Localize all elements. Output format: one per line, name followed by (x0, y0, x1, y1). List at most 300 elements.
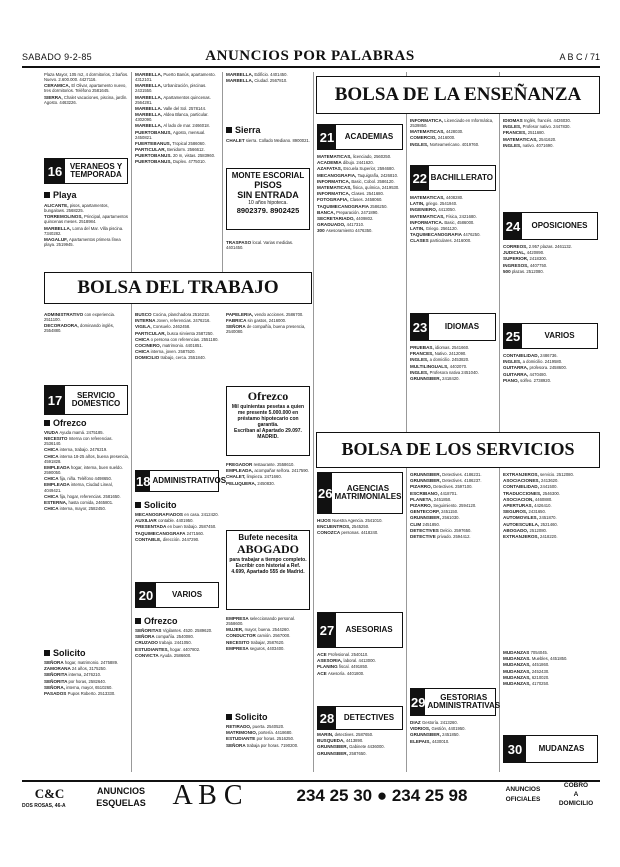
classified-ad (317, 732, 404, 737)
ad-keyword: SEÑORA (44, 660, 65, 665)
ad-keyword: VIGILA, (135, 324, 153, 330)
ad-keyword: ABOGADO, (503, 527, 530, 533)
ad-text: 2541620. (538, 136, 557, 142)
classified-ad (44, 679, 130, 684)
ad-text: dominando inglés, 2554880. (44, 323, 114, 334)
ad-text: puerta. 2540520. (252, 724, 285, 729)
classified-ad (135, 653, 220, 658)
ad-text: privado. 2594412. (437, 533, 471, 539)
classified-ad (503, 675, 600, 680)
ad-text: interna, trabajo. 2476219. (59, 447, 108, 453)
classified-ad (226, 318, 311, 323)
ad-text: 4413050. (438, 207, 456, 213)
ad-keyword: CHICA (135, 336, 151, 342)
ad-text: trabaja por horas. 7190200. (246, 742, 299, 748)
ad-keyword: ESTERNA, (44, 499, 69, 505)
ad-keyword: MARBELLA. (135, 105, 164, 111)
bullet-icon (135, 502, 141, 508)
classified-ad (226, 138, 311, 143)
ad-block (44, 203, 130, 258)
classified-ad (410, 142, 497, 147)
ad-text: Clases. 2458060. (349, 197, 383, 203)
ad-text: Consuelo. 2462458. (152, 324, 191, 330)
ad-text: física, química, 2419530. (352, 184, 400, 190)
ad-block (317, 518, 404, 608)
section-header (317, 124, 403, 150)
classified-ad (44, 430, 130, 435)
ad-keyword: CORREOS, (503, 244, 529, 249)
section-number: 29 (411, 689, 425, 715)
ad-text: Profesor nativo. 2447830. (522, 124, 571, 130)
ad-text: Gabinete 4436000. (349, 744, 385, 750)
classified-ad (503, 124, 600, 129)
ad-text: 4408280. (445, 195, 464, 200)
ad-keyword: CHICA (135, 349, 151, 355)
ad-block (410, 118, 497, 162)
ad-block (44, 430, 130, 630)
ad-keyword: FRANCES, (503, 130, 528, 136)
ad-block (317, 154, 404, 424)
ad-keyword: GRUNNSBER, (317, 744, 350, 750)
classified-ad (317, 652, 404, 657)
ad-keyword: ELEPAIS, (410, 738, 432, 744)
classified-ad (503, 263, 600, 268)
ad-text: camión. 2567000. (257, 633, 291, 639)
classified-ad (44, 226, 130, 236)
ad-text: laboral. 4413000. (343, 658, 376, 664)
ad-text: Gestión, 4401950. (431, 726, 466, 732)
ad-keyword: SEÑORITAS (135, 628, 163, 633)
ad-keyword: INFORMATICA, (317, 178, 352, 184)
ad-text: Joven, referencias. 2476216. (156, 318, 211, 324)
subhead: Ofrezco (135, 616, 178, 626)
classified-ad (503, 650, 600, 655)
brand-address: DOS ROSAS, 46-A (22, 803, 66, 809)
ad-text: Plaza Mayor, 105 m2, 4 dormitorios, 2 baños. Nuevo. 2.600.000. 4427116. (44, 72, 129, 83)
classified-ad (135, 524, 220, 529)
classified-ad (410, 135, 497, 140)
ad-keyword: ASOCIACION, (503, 496, 535, 502)
ad-text: 7054045. (530, 650, 549, 655)
ad-keyword: FOTOGRAFIA, (317, 197, 350, 203)
classified-ad (317, 671, 404, 676)
ad-text: servicio. 2512080. (540, 472, 575, 477)
ad-text: con experiencia. 2511100. (44, 312, 115, 323)
ad-text: Nuestra Agencia. 2541010. (332, 518, 383, 523)
bufete-ad: Bufete necesita ABOGADO para trabajar a tiempo completo. Escribir con historial a Ref. 4.699, Apartado 555 de Madrid. (226, 530, 310, 610)
ad-text: 2521460. (540, 521, 558, 527)
ad-text: 2586250. (370, 203, 388, 209)
page-title: ANUNCIOS POR PALABRAS (205, 48, 415, 64)
ad-text: interna, Ciudad Lineal, 4049421. (44, 482, 113, 493)
ad-keyword: CLASES (410, 238, 430, 244)
ad-keyword: CHICA (44, 447, 60, 453)
ad-text: detectives. 2587650. (334, 732, 374, 737)
ad-text: 2471560. (186, 530, 205, 536)
ad-text: Agosto, mensual. 2450821. (135, 129, 206, 140)
classified-ad (317, 204, 404, 209)
ad-keyword: CERAMICA, (44, 83, 72, 89)
ad-text: compañía. 2540080. (155, 634, 194, 640)
ad-block (135, 312, 220, 462)
section-label: ASESORIAS (345, 625, 393, 634)
ad-text: griego. 2541940. (425, 201, 458, 207)
section-number: 24 (504, 213, 522, 239)
ad-text: Puerto Banús, apartamento. 4312101. (135, 72, 216, 83)
classified-ad (410, 376, 497, 381)
section-number: 16 (45, 159, 65, 183)
ad-keyword: DECORADORA, (44, 323, 80, 329)
ad-text: Nativo. 2412090. (434, 351, 467, 357)
ad-keyword: ESCRIBANO, (410, 490, 441, 496)
classified-ad (503, 522, 600, 527)
classified-ad (226, 736, 311, 741)
classified-ad (503, 359, 600, 364)
ad-text: Detectives. 4186231. (442, 472, 482, 477)
classified-ad (410, 503, 497, 508)
ad-text: hogar, matrimonio. 2475889. (64, 660, 119, 665)
section-label: BACHILLERATO (430, 173, 493, 182)
classified-ad (317, 210, 404, 215)
ad-keyword: VIUDA (44, 430, 60, 435)
ad-keyword: DOMICILIO (135, 355, 161, 361)
ad-keyword: MARBELLA, (226, 72, 255, 77)
classified-ad (317, 524, 404, 529)
ad-text: 20 m, vistas. 2583960. (172, 153, 216, 159)
bullet-icon (44, 420, 50, 426)
ad-text: 4170250. (531, 680, 550, 686)
section-number: 23 (411, 314, 429, 340)
ad-keyword: JUDICIAL, (503, 250, 527, 256)
ad-keyword: MECANOGRAFIA, (317, 172, 358, 178)
classified-ad (135, 141, 220, 146)
ad-block (226, 724, 311, 776)
section-header (503, 323, 598, 349)
ad-keyword: APERTURAS, (503, 502, 535, 508)
classified-ad (135, 647, 220, 652)
ad-keyword: MUDANZAS, (503, 668, 532, 674)
ad-keyword: GRUNNSBER, (410, 732, 443, 738)
classified-ad (503, 478, 600, 483)
ad-text: Cocina, planchadora 2516218. (152, 312, 210, 317)
classified-ad (135, 518, 220, 523)
ad-text: portería. 4418680. (258, 730, 293, 736)
column-divider (406, 72, 407, 772)
ad-keyword: PASADOS (44, 690, 68, 696)
ad-keyword: ACADEMIA (317, 160, 343, 166)
classified-ad (44, 691, 130, 696)
ad-keyword: ENCUENTROS, (317, 524, 352, 530)
classified-ad (44, 312, 130, 322)
ad-keyword: IDIOMAS (503, 118, 524, 123)
ad-text: Asesoría. 4401800. (327, 670, 365, 676)
classified-ad (503, 681, 600, 686)
column-divider (222, 72, 223, 272)
ad-keyword: PUERTOBANUS, (135, 129, 173, 135)
ad-text: Seguimiento. 2594120. (433, 502, 477, 508)
section-label: OPOSICIONES (531, 221, 588, 230)
ad-keyword: 500 (503, 268, 512, 274)
ad-keyword: FUERTEBANUS, (135, 140, 173, 146)
section-header (44, 385, 128, 415)
phone-numbers: 234 25 30 ● 234 25 98 (296, 786, 468, 805)
ad-text: matrimonio. 4401851. (162, 342, 203, 348)
banner-servicios: BOLSA DE LOS SERVICIOS (316, 432, 600, 468)
classified-ad (226, 324, 311, 334)
ad-keyword: CHICA (44, 453, 60, 459)
section-header (503, 212, 598, 240)
classified-ad (503, 515, 600, 520)
classified-ad (135, 159, 220, 164)
classified-ad (503, 269, 600, 274)
ad-keyword: TORREMOLINOS, (44, 214, 84, 220)
section-header (317, 706, 403, 730)
section-header (410, 688, 501, 716)
classified-ad (503, 365, 600, 370)
classified-ad (135, 318, 220, 323)
ad-keyword: MARBELLA, (135, 72, 164, 77)
ad-keyword: RETIRADO, (226, 724, 253, 729)
ad-text: Benidorm. 2566612. (167, 146, 205, 152)
ad-keyword: TAQUIMECANOGRAFIA (317, 203, 371, 209)
ad-block (503, 244, 600, 318)
section-number: 21 (318, 125, 336, 149)
ad-text: interna, mayor, 2582450. (59, 506, 106, 512)
classified-ad (317, 744, 404, 749)
classified-ad (410, 370, 497, 375)
ad-text: Tropical 2586060. (172, 140, 206, 146)
ad-text: seleccionando personal. 2558600. (226, 616, 295, 627)
ad-keyword: ASOCIACIONES, (503, 478, 542, 484)
classified-ad (410, 220, 497, 225)
classified-ad (317, 191, 404, 196)
ad-text: Norteamericano. 4019760. (429, 141, 480, 147)
classified-ad (44, 685, 130, 690)
classified-ad (135, 95, 220, 105)
classified-ad (135, 147, 220, 152)
ad-text: Ciudad. 2567810. (254, 78, 288, 84)
classified-ad (317, 751, 404, 756)
ad-keyword: INFORMATICA, (410, 118, 445, 123)
ad-text: Duplex. 4775010. (172, 159, 206, 165)
abc-logo: A B C (172, 780, 243, 811)
classified-ad (135, 512, 220, 517)
ad-text: busca sirvienta 2587250. (167, 330, 214, 336)
section-label: GESTORIAS ADMINISTRATIVAS (427, 693, 501, 710)
monte-escorial-ad: MONTE ESCORIAL PISOS SIN ENTRADA 10 años hipoteca. 8902379. 8902425 (226, 168, 310, 230)
footer-rule (22, 780, 600, 782)
ad-keyword: ALICANTE, (44, 203, 70, 208)
section-header (410, 165, 496, 191)
ad-text: 2441500. (540, 484, 558, 490)
ad-keyword: NECESITO (226, 639, 251, 645)
classified-ad (410, 491, 497, 496)
section-label: SERVICIO DOMESTICO (71, 391, 121, 408)
ad-keyword: MARBELLA, (44, 225, 73, 231)
classified-ad (317, 173, 404, 178)
classified-ad (410, 515, 497, 520)
ad-keyword: GRUNNSBER, (410, 515, 443, 521)
classified-ad (503, 137, 600, 142)
classified-ad (135, 537, 220, 542)
classified-ad (135, 531, 220, 536)
bullet-icon (44, 650, 50, 656)
classified-ad (135, 337, 220, 342)
ad-keyword: INGRESOS, (503, 262, 530, 268)
classified-ad (317, 222, 404, 227)
ad-keyword: DETECTIVE (410, 533, 438, 539)
ad-text: 4409802. (355, 215, 374, 221)
ad-keyword: MUDANZAS. (503, 656, 532, 662)
classified-ad (135, 123, 220, 128)
classified-ad (317, 228, 404, 233)
ad-text: solfeo. 2738920. (520, 377, 552, 383)
ad-text: a domicilio. 2453820. (429, 357, 470, 363)
ad-keyword: MARBELLA, (226, 78, 255, 84)
section-header (317, 612, 403, 648)
classified-ad (135, 106, 220, 111)
classified-ad (44, 666, 130, 671)
ad-keyword: CONTABILIDAD, (503, 484, 541, 490)
classified-ad (226, 743, 311, 748)
ad-text: 2416000. (437, 135, 456, 141)
ad-text: plazas. 2512080. (511, 268, 544, 274)
classified-ad (135, 312, 220, 317)
ad-block (44, 312, 130, 382)
ad-block (410, 472, 497, 682)
ad-text: en buen trabajo. 2587450. (167, 524, 217, 530)
classified-ad (503, 491, 600, 496)
ad-text: interna, joven. 2587520. (150, 349, 196, 355)
ad-text: Basic, Cobol. 2586120. (351, 178, 395, 184)
ad-keyword: TRASPASO (226, 240, 253, 245)
classified-ad (226, 646, 311, 651)
ad-text: 2587650. (349, 750, 367, 756)
ad-keyword: SEÑORITA (44, 672, 69, 678)
ad-text: en casa. 2412420. (184, 512, 219, 517)
classified-ad (410, 345, 497, 350)
ad-text: 2418300. (529, 256, 548, 262)
ad-text: 4430010. (431, 738, 450, 744)
cobro-label-3: DOMICILIO (558, 800, 594, 807)
ad-keyword: INFORMATICA, (317, 191, 352, 197)
ad-text: 4460880. (534, 496, 553, 502)
ad-text: Delcio. 2597650. (440, 527, 472, 533)
ad-text: 2451850. (442, 732, 460, 738)
ad-text: o persona con referencias. 2551180. (150, 336, 219, 342)
ad-keyword: AUXILIAR (135, 518, 158, 524)
classified-ad (226, 730, 311, 735)
ad-text: Interna con referencias. 2536140. (44, 436, 113, 447)
ad-block (503, 472, 600, 730)
ad-keyword: BUSCO (135, 312, 153, 317)
ad-keyword: EMPLEADA, (226, 468, 255, 474)
classified-ad (410, 739, 497, 744)
subhead: Sierra (226, 125, 261, 135)
anuncios-label: ANUNCIOS (96, 786, 145, 796)
ad-keyword: ASESORIA, (317, 658, 344, 664)
ad-keyword: CLIM (410, 521, 423, 527)
ad-text: Asesoramiento 4476350. (325, 228, 373, 234)
ad-block (135, 512, 220, 582)
ad-block (44, 72, 130, 152)
classified-ad (135, 331, 220, 336)
ad-text: Pupos Roberto. 2513330. (67, 690, 116, 696)
classified-ad (226, 616, 311, 626)
ad-text: El Olivar, apartamento nuevo, tres dormitorios. Teléfono 2581645. (44, 83, 127, 94)
ad-keyword: AZAFATAS, (317, 166, 344, 172)
classified-ad (503, 528, 600, 533)
ad-keyword: INGLES, (410, 357, 430, 363)
classified-ad (410, 472, 497, 477)
page-number: A B C / 71 (559, 52, 600, 62)
classified-ad (317, 160, 404, 165)
classified-ad (44, 214, 130, 224)
ad-text: 2451870. (539, 515, 557, 521)
cobro-label-1: COBRO (563, 782, 589, 789)
ad-keyword: ZAMORANA (44, 666, 72, 672)
ad-text: seguros, 4403400. (249, 645, 285, 651)
ad-block (410, 195, 497, 305)
ad-keyword: INGLES, (410, 369, 430, 375)
classified-ad (317, 166, 404, 171)
ad-keyword: VIDRIOS, (410, 726, 432, 732)
ad-text: de compañía, buena presencia, 2540080. (226, 324, 306, 335)
ad-keyword: TAQUIMECANOGRAFA (135, 530, 187, 536)
ad-text: Detectives. 2597100. (433, 484, 473, 490)
ad-text: por horas. 2516250. (256, 736, 295, 742)
subhead: Playa (44, 190, 77, 200)
ad-text: a domicilio. 2419580. (522, 359, 563, 365)
ad-keyword: MATEMATICAS, (410, 129, 446, 135)
classified-ad (410, 478, 497, 483)
column-divider (131, 72, 132, 772)
ad-block (226, 312, 311, 384)
ad-text: limpieza. 2471660. (246, 474, 282, 480)
ad-keyword: 300 (317, 228, 326, 234)
ad-keyword: MATEMATICAS, (410, 195, 446, 200)
ad-text: 4413890. (345, 738, 364, 744)
classified-ad (410, 129, 497, 134)
ad-text: Urbanización, piscinas. 2431550. (135, 83, 207, 94)
ad-text: 2561030. (442, 515, 460, 521)
ad-text: 2.957 plazas. 2461132. (528, 244, 573, 249)
classified-ad (410, 195, 497, 200)
ad-keyword: EMPRESA (226, 616, 250, 621)
ad-keyword: PIANO, (503, 377, 521, 383)
ad-keyword: CONVICTA (135, 652, 160, 658)
ad-keyword: GUITARRA, (503, 365, 530, 371)
classified-ad (44, 454, 130, 464)
section-number: 18 (136, 471, 150, 491)
ad-keyword: GRUNNSBER, (317, 750, 350, 756)
ad-keyword: BANCA, (317, 209, 337, 215)
ad-text: 2413620. (541, 478, 559, 484)
section-number: 25 (504, 324, 522, 348)
ad-keyword: MUDANZAS (503, 650, 531, 655)
ad-text: licenciado, 2560250. (352, 154, 392, 159)
ad-text: dibujo. 2441620. (342, 160, 374, 166)
classified-ad (226, 312, 311, 317)
ad-block (503, 118, 600, 206)
ad-text: sin gastos, 2416000. (247, 318, 287, 324)
ad-keyword: HIJOS (317, 518, 333, 523)
classified-ad (503, 662, 600, 667)
ad-keyword: ESTUDIANTE (226, 736, 257, 742)
ad-keyword: MUDANZAS, (503, 674, 532, 680)
ad-block (317, 732, 404, 777)
ad-keyword: COCINERO, (135, 342, 163, 348)
